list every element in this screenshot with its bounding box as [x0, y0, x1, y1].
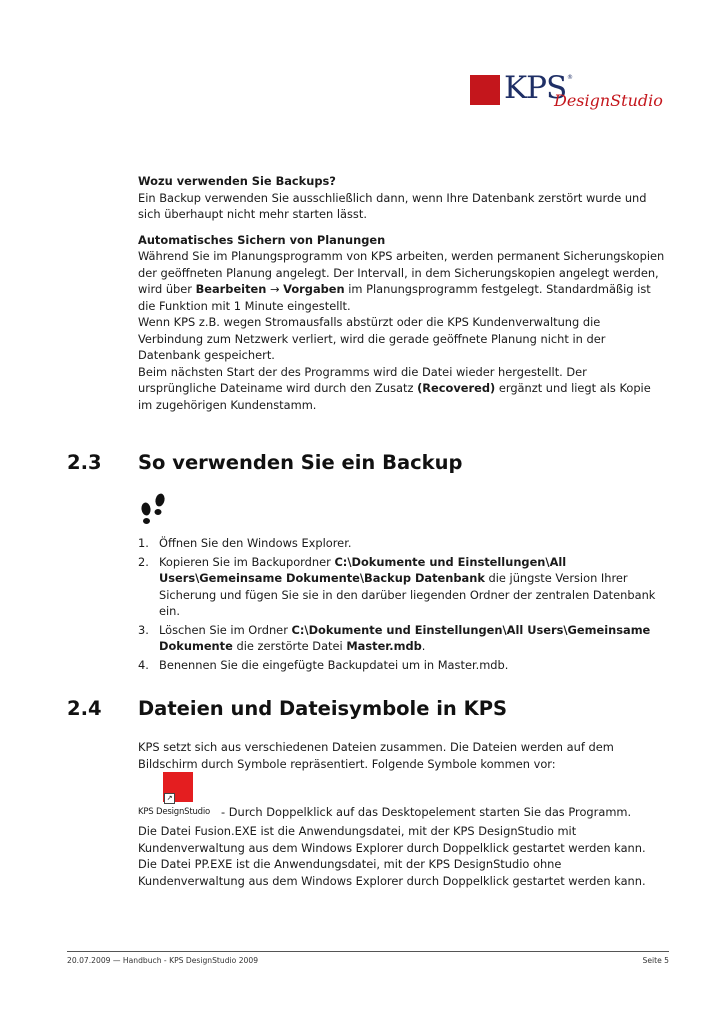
files-description	[138, 823, 668, 889]
logo-red-square	[470, 75, 500, 105]
backup-question-title: Wozu verwenden Sie Backups?	[138, 174, 336, 188]
backup-steps-list	[138, 535, 668, 675]
step-2: 2. Kopieren Sie im Backupordner C:\Dokumente und Einstellungen\All Users\Gemeinsame Dokumente\Backup Datenbank die jüngste Version Ihrer Sicherung und fügen Sie sie in den darüber liegenden Ordner der zentralen Datenbank ein.	[138, 554, 656, 618]
fusion-exe-paragraph: Die Datei Fusion.EXE ist die Anwendungsdatei, mit der KPS DesignStudio mit Kundenverwaltung aus dem Windows Explorer durch Doppelklick gestartet werden kann.	[138, 824, 646, 855]
intro-block	[138, 173, 668, 413]
footsteps-icon	[137, 492, 169, 526]
footer-left-text: 20.07.2009 — Handbuch - KPS DesignStudio 2009	[67, 956, 259, 965]
section-heading-2-4: 2.4 Dateien und Dateisymbole in KPS	[67, 697, 508, 720]
backup-question-text: Ein Backup verwenden Sie ausschließlich dann, wenn Ihre Datenbank zerstört wurde und sich überhaupt nicht mehr starten lässt.	[138, 190, 647, 221]
step-4: 4. Benennen Sie die eingefügte Backupdatei um in Master.mdb.	[138, 657, 509, 672]
auto-backup-title: Automatisches Sichern von Planungen	[138, 232, 386, 247]
footer-page-number: Seite 5	[642, 956, 669, 965]
logo-kps-text: KPS	[504, 70, 567, 106]
auto-backup-paragraph-2: Wenn KPS z.B. wegen Stromausfalls abstürzt oder die KPS Kundenverwaltung die Verbindung zum Netzwerk verliert, wird die gerade geöffnete Planung nicht in der Datenbank gespeichert.	[138, 315, 606, 362]
files-intro: KPS setzt sich aus verschiedenen Dateien zusammen. Die Dateien werden auf dem Bildschirm durch Symbole repräsentiert. Folgende Symbole kommen vor:	[138, 740, 614, 771]
auto-backup-paragraph-1: Während Sie im Planungsprogramm von KPS arbeiten, werden permanent Sicherungskopien der geöffneten Planung angelegt. Der Intervall, in dem Sicherungskopien angelegt werden, wird über Bearbeiten → Vorgaben im Planungsprogramm festgelegt. Standardmäßig ist die Funktion mit 1 Minute eingestellt.	[138, 249, 665, 313]
logo-designstudio-text: DesignStudio	[554, 91, 663, 110]
step-1: 1. Öffnen Sie den Windows Explorer.	[138, 536, 352, 550]
logo-registered-mark: ®	[567, 74, 573, 81]
section-heading-2-3: 2.3 So verwenden Sie ein Backup	[67, 451, 463, 474]
auto-backup-paragraph-3: Beim nächsten Start der des Programms wird die Datei wieder hergestellt. Der ursprüngliche Dateiname wird durch den Zusatz (Recovered) ergänzt und liegt als Kopie im zugehörigen Kundenstamm.	[138, 364, 651, 412]
step-3: 3. Löschen Sie im Ordner C:\Dokumente und Einstellungen\All Users\Gemeinsame Dokumente die zerstörte Datei Master.mdb.	[138, 622, 651, 653]
pp-exe-paragraph: Die Datei PP.EXE ist die Anwendungsdatei, mit der KPS DesignStudio ohne Kundenverwaltung aus dem Windows Explorer durch Doppelklick gestartet werden kann.	[138, 857, 646, 888]
shortcut-arrow-icon: ↗	[164, 793, 175, 804]
desktop-icon-description: - Durch Doppelklick auf das Desktopelement starten Sie das Programm.	[221, 805, 632, 819]
kps-logo	[470, 70, 663, 116]
desktop-icon-caption: KPS DesignStudio	[138, 807, 211, 817]
footer-divider	[67, 951, 669, 952]
